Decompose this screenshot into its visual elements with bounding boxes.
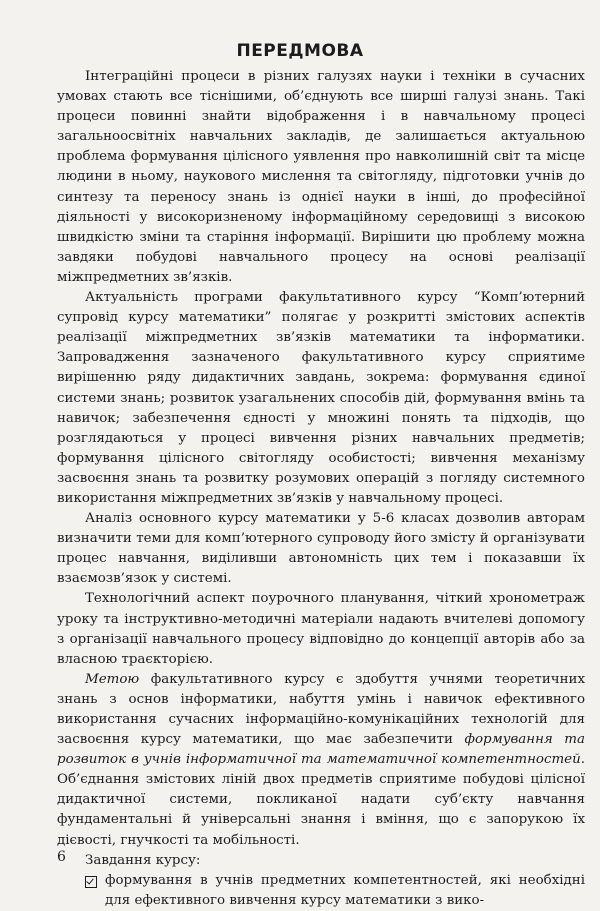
page-title: ПЕРЕДМОВА — [236, 41, 364, 61]
checkbox-icon — [85, 876, 97, 888]
goal-text-2: . Об’єднання змістових ліній двох предметів сприятиме побудові цілісної дидактичної системи, покликаної надати суб’єкту навчання фундаментальні й універсальні знання і вміння, що є запорукою їх дієвості, гнучкості та мобільності. — [57, 752, 585, 848]
task-item-text: формування в учнів предметних компетентностей, які необхідні для ефективного вивчення курсу математики з вико- — [105, 872, 585, 908]
goal-lead: Метою — [85, 671, 140, 687]
body-text — [57, 67, 585, 911]
task-item — [57, 871, 585, 911]
tasks-heading: Завдання курсу: — [85, 852, 201, 868]
goal-text-1: факультативного курсу є здобуття учнями теоретичних знань з основ інформатики, набуття умінь і навичок ефективного використання сучасних інформаційно-комунікаційних технологій для засвоєння курсу математики, що має забезпечити — [57, 671, 585, 748]
paragraph-technology: Технологічний аспект поурочного планування, чіткий хронометраж уроку та інструктивно-методичні матеріали надають вчителеві допомогу з організації навчального процесу відповідно до концепції авторів або за власною траєкторією. — [57, 591, 585, 667]
goal-emphasis: формування та розвиток в учнів інформатичної та математичної компетентностей — [57, 732, 585, 768]
paragraph-integration: Інтеграційні процеси в різних галузях науки і техніки в сучасних умовах стають все тіснішими, об’єднують все ширші галузі знань. Такі процеси повинні знайти відображення і в навчальному процесі загальноосвітніх навчальних закладів, де залишається актуальною проблема формування цілісного уявлення про навколишній світ та місце людини в ньому, наукового мислення та світогляду, підготовки учнів до синтезу та переносу знань із однієї науки в інші, до професійної діяльності у високоризненому інформаційному середовищі з високою швидкістю зміни та старіння інформації. Вирішити цю проблему можна завдяки побудові навчального процесу на основі реалізації міжпредметних зв’язків. — [57, 69, 585, 285]
page-number: 6 — [57, 849, 66, 865]
paragraph-relevance: Актуальність програми факультативного курсу “Комп’ютерний супровід курсу математики” полягає у розкритті змістових аспектів реалізації міжпредметних зв’язків математики та інформатики. Запровадження зазначеного факультативного курсу сприятиме вирішенню ряду дидактичних завдань, зокрема: формування єдиної системи знань; розвиток узагальнених способів дій, формування вмінь та навичок; забезпечення єдності у множині понять та підходів, що розглядаються у процесі вивчення різних навчальних предметів; формування цілісного світогляду особистості; вивчення механізму засвоєння знань та розвитку розумових операцій з погляду системного використання міжпредметних зв’язків у навчальному процесі. — [57, 290, 585, 506]
paragraph-analysis: Аналіз основного курсу математики у 5-6 класах дозволив авторам визначити теми для комп’ютерного супроводу його змісту й організувати процес навчання, виділивши автономність цих тем і показавши їх взаємозв’язок у системі. — [57, 511, 585, 587]
paragraph-goal — [57, 670, 585, 851]
